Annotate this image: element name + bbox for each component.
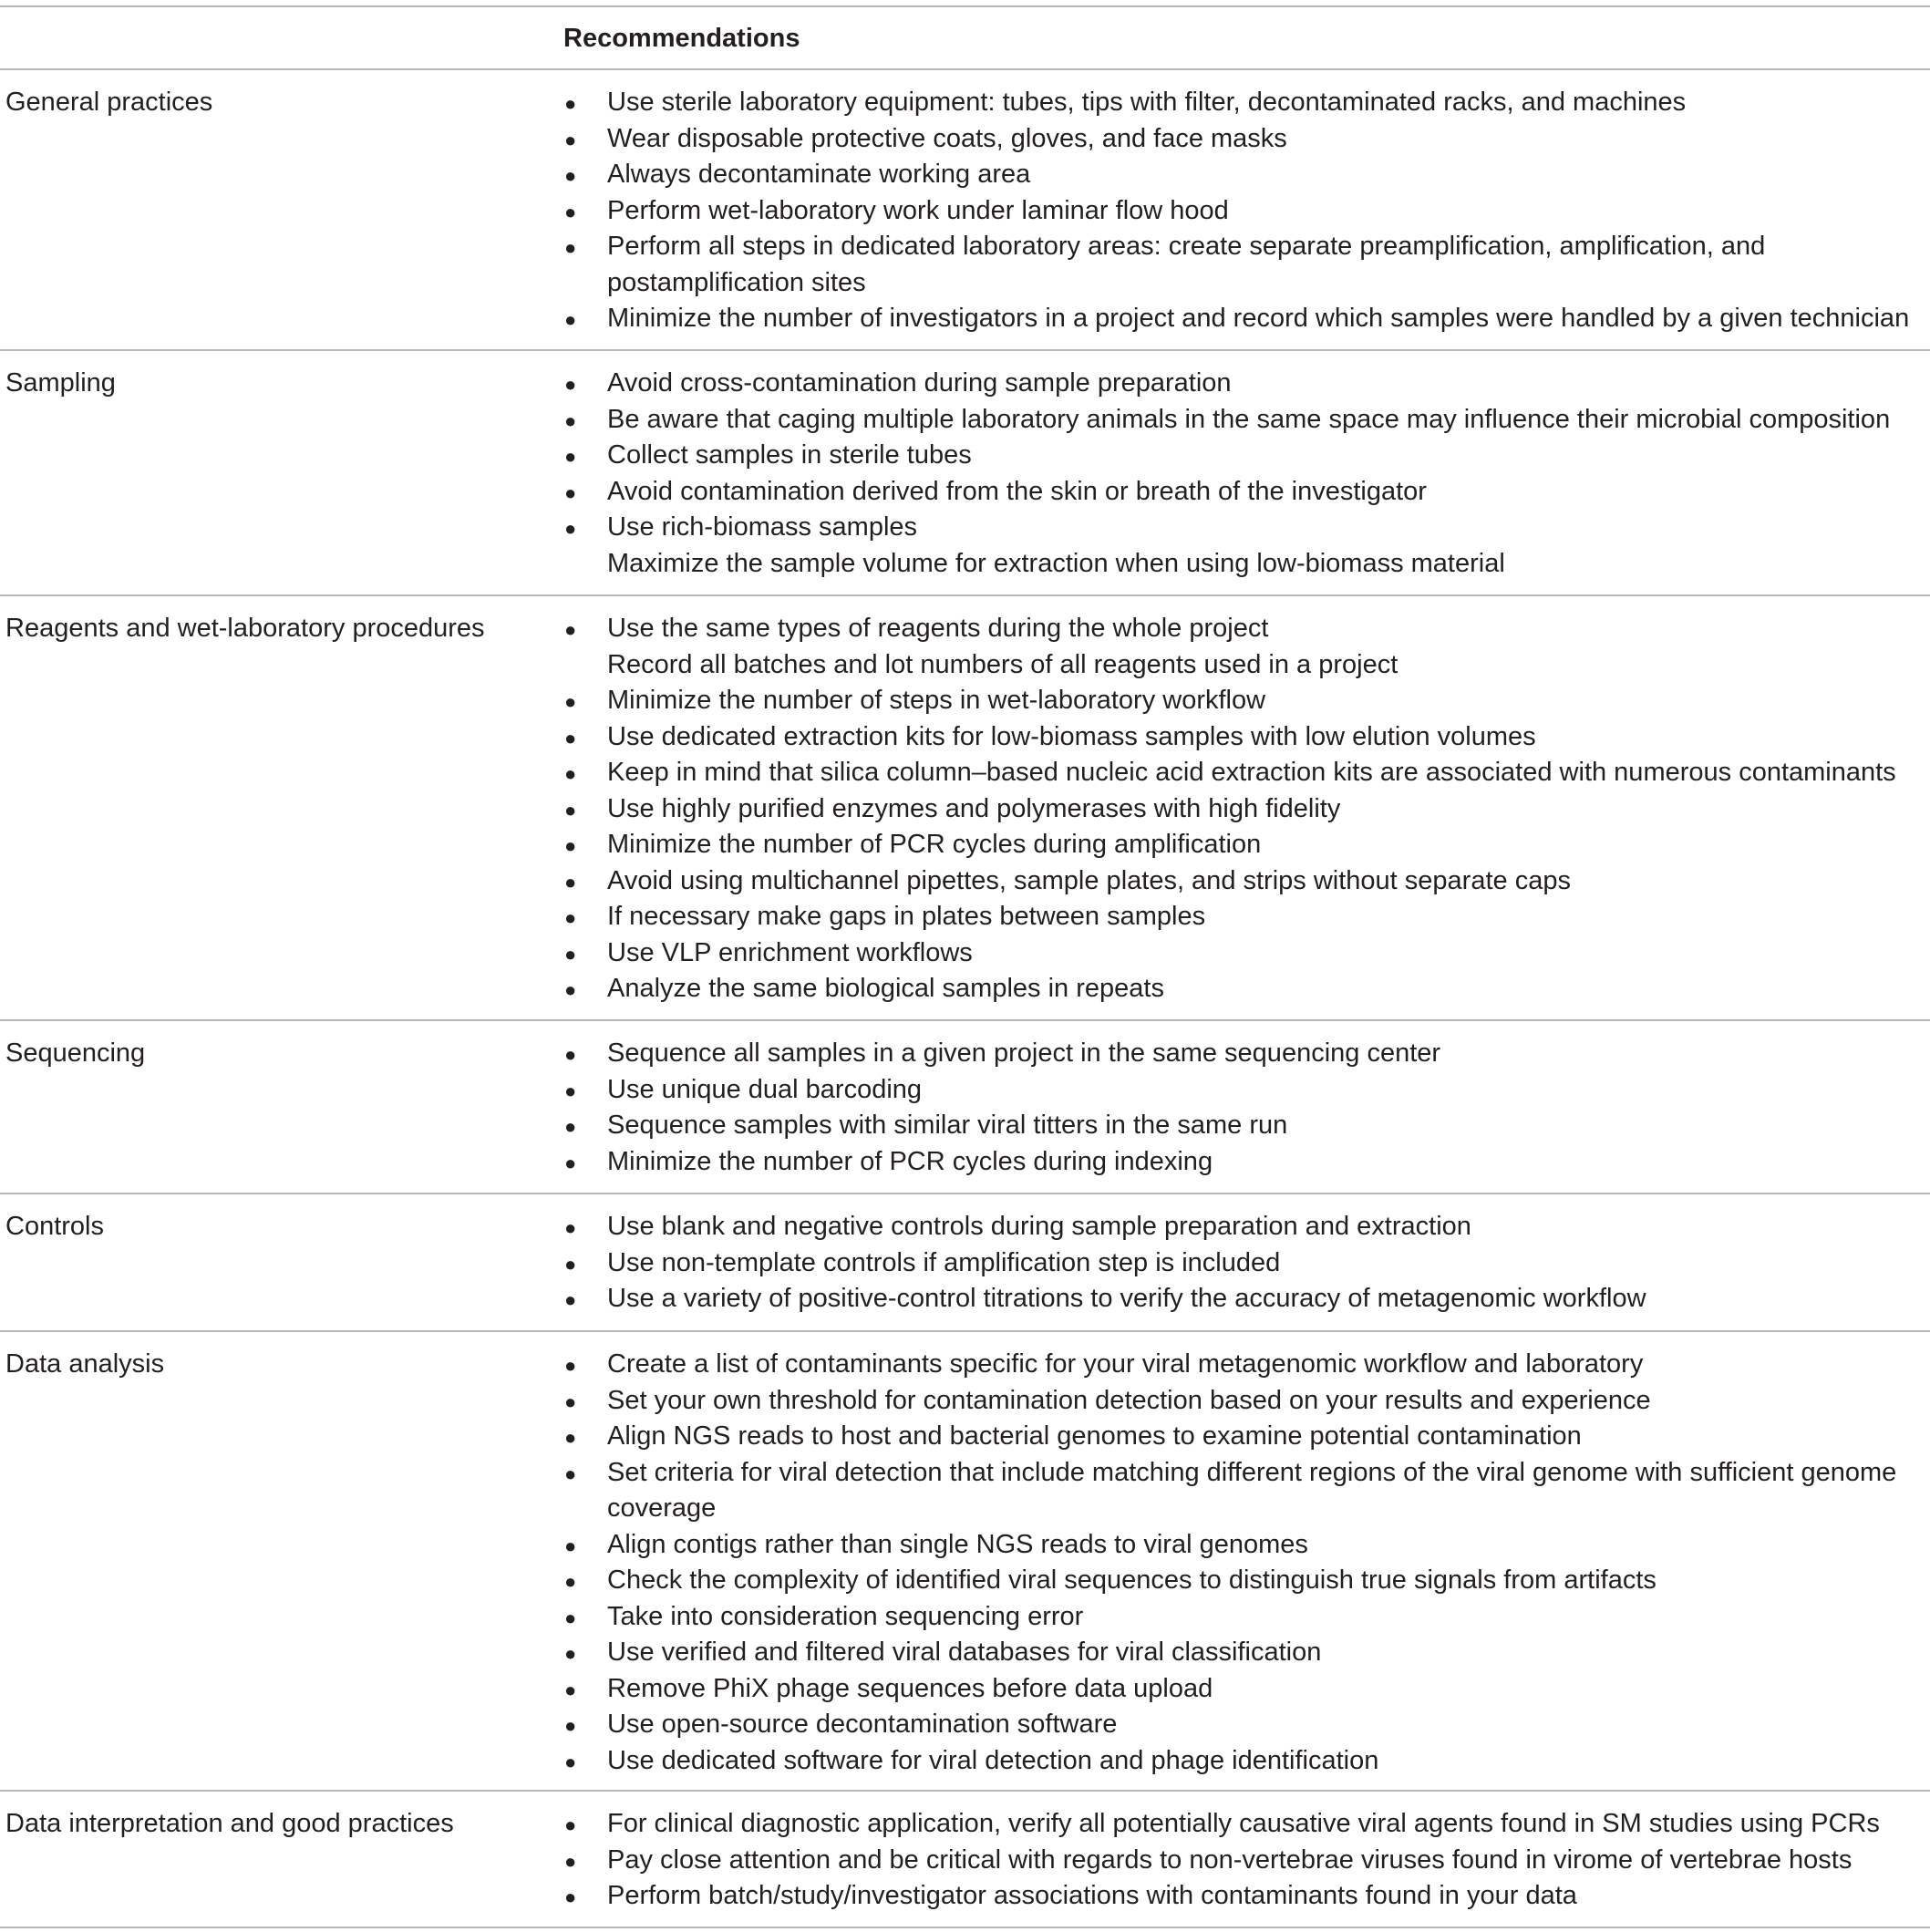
- recommendation-item: [563, 1455, 1926, 1527]
- recommendation-text: Perform all steps in dedicated laboratory areas: create separate preamplification, amplification, and postamplification sites: [607, 232, 1766, 297]
- recommendation-text: Perform wet-laboratory work under laminar flow hood: [607, 195, 1229, 225]
- bullet-icon: ●: [564, 1534, 577, 1557]
- recommendation-item: [563, 1671, 1926, 1708]
- bullet-icon: ●: [564, 1462, 577, 1485]
- bullet-icon: ●: [564, 1288, 577, 1311]
- recommendation-item: [563, 438, 1926, 474]
- header-rule: [0, 68, 1930, 70]
- bullet-icon: ●: [564, 618, 577, 641]
- table-top-rule: [0, 5, 1930, 7]
- recommendation-text: Sequence samples with similar viral titters in the same run: [607, 1111, 1288, 1140]
- recommendation-item: [563, 157, 1926, 193]
- recommendation-item: [563, 1036, 1926, 1072]
- recommendation-list: [563, 611, 1926, 1007]
- category-label: Reagents and wet-laboratory procedures: [5, 614, 485, 643]
- section-rule: [0, 594, 1930, 596]
- section-rule: [0, 1330, 1930, 1332]
- recommendation-item: [563, 402, 1926, 439]
- category-label: Sampling: [5, 368, 116, 398]
- recommendation-text: Use sterile laboratory equipment: tubes, tips with filter, decontaminated racks, and machines: [607, 88, 1687, 117]
- bullet-icon: ●: [564, 834, 577, 857]
- recommendation-text: If necessary make gaps in plates between samples: [607, 902, 1206, 931]
- bullet-icon: ●: [564, 726, 577, 749]
- recommendation-list: [563, 366, 1926, 582]
- recommendation-item: [563, 647, 1926, 684]
- recommendation-text: Maximize the sample volume for extraction when using low-biomass material: [607, 548, 1505, 578]
- recommendation-text: Avoid contamination derived from the skin or breath of the investigator: [607, 476, 1427, 506]
- recommendation-list: [563, 85, 1926, 337]
- recommendation-text: Use highly purified enzymes and polymerases with high fidelity: [607, 793, 1341, 823]
- bullet-icon: ●: [564, 1813, 577, 1836]
- recommendation-item: [563, 510, 1926, 546]
- recommendation-text: Use rich-biomass samples: [607, 512, 918, 542]
- recommendation-item: [563, 1383, 1926, 1420]
- recommendation-text: Use a variety of positive-control titrations to verify the accuracy of metagenomic workflow: [607, 1284, 1646, 1313]
- bullet-icon: ●: [564, 1115, 577, 1138]
- recommendation-text: Pay close attention and be critical with regards to non-vertebrae viruses found in virome of vertebrae hosts: [607, 1844, 1853, 1875]
- bullet-icon: ●: [564, 1714, 577, 1737]
- recommendation-item: [563, 1072, 1926, 1109]
- recommendation-item: [563, 827, 1926, 863]
- recommendation-text: Set criteria for viral detection that include matching different regions of the viral genome with sufficient genome coverage: [607, 1457, 1897, 1523]
- recommendation-item: [563, 1527, 1926, 1564]
- recommendation-text: Check the complexity of identified viral sequences to distinguish true signals from artifacts: [607, 1565, 1656, 1595]
- recommendation-item: [563, 121, 1926, 158]
- recommendation-item: [563, 683, 1926, 719]
- recommendation-list: [563, 1036, 1926, 1180]
- recommendation-text: Be aware that caging multiple laboratory animals in the same space may influence their microbial composition: [607, 404, 1891, 434]
- recommendation-item: [563, 863, 1926, 900]
- recommendation-item: [563, 1635, 1926, 1671]
- bullet-icon: ●: [564, 762, 577, 785]
- bullet-icon: ●: [564, 236, 577, 259]
- recommendation-text: Minimize the number of PCR cycles during amplification: [607, 830, 1262, 859]
- recommendation-item: [563, 755, 1926, 791]
- recommendation-text: Wear disposable protective coats, gloves, and face masks: [607, 123, 1287, 153]
- bullet-icon: ●: [564, 1606, 577, 1629]
- recommendation-text: Use the same types of reagents during the whole project: [607, 614, 1269, 643]
- recommendation-text: For clinical diagnostic application, verify all potentially causative viral agents found in SM studies using PCRs: [607, 1809, 1880, 1838]
- bullet-icon: ●: [564, 480, 577, 504]
- recommendation-item: [563, 1599, 1926, 1636]
- bullet-icon: ●: [564, 1216, 577, 1239]
- bullet-icon: ●: [564, 1252, 577, 1276]
- bullet-icon: ●: [564, 690, 577, 713]
- recommendation-text: Use blank and negative controls during sample preparation and extraction: [607, 1212, 1471, 1241]
- bullet-icon: ●: [564, 164, 577, 187]
- recommendation-text: Use dedicated extraction kits for low-biomass samples with low elution volumes: [607, 721, 1536, 751]
- recommendation-item: [563, 719, 1926, 756]
- recommendation-item: [563, 229, 1926, 301]
- bullet-icon: ●: [564, 445, 577, 468]
- recommendation-item: [563, 899, 1926, 935]
- recommendation-text: Minimize the number of investigators in a project and record which samples were handled by a given technician: [607, 304, 1910, 333]
- table-bottom-rule: [0, 1927, 1930, 1928]
- recommendation-item: [563, 1419, 1926, 1455]
- recommendation-text: Use open-source decontamination software: [607, 1710, 1118, 1739]
- recommendation-text: Sequence all samples in a given project in the same sequencing center: [607, 1038, 1441, 1068]
- recommendation-item: [563, 611, 1926, 647]
- bullet-icon: ●: [564, 1079, 577, 1102]
- column-header-recommendations: Recommendations: [563, 24, 800, 53]
- section-rule: [0, 1790, 1930, 1792]
- bullet-icon: ●: [564, 1750, 577, 1773]
- recommendation-item: [563, 971, 1926, 1007]
- recommendation-text: Minimize the number of steps in wet-laboratory workflow: [607, 686, 1266, 715]
- bullet-icon: ●: [564, 408, 577, 432]
- recommendation-item: [563, 193, 1926, 230]
- recommendation-text: Avoid cross-contamination during sample preparation: [607, 368, 1232, 398]
- recommendation-text: Analyze the same biological samples in repeats: [607, 974, 1164, 1003]
- recommendation-list: [563, 1347, 1926, 1779]
- category-label: General practices: [5, 88, 213, 117]
- section-rule: [0, 1019, 1930, 1021]
- bullet-icon: ●: [564, 1043, 577, 1066]
- recommendation-list: [563, 1806, 1926, 1915]
- bullet-icon: ●: [564, 1886, 577, 1908]
- bullet-icon: ●: [564, 1642, 577, 1665]
- recommendation-item: [563, 1245, 1926, 1282]
- recommendation-text: Use VLP enrichment workflows: [607, 937, 973, 967]
- bullet-icon: ●: [564, 200, 577, 223]
- bullet-icon: ●: [564, 1678, 577, 1701]
- bullet-icon: ●: [564, 1570, 577, 1593]
- recommendation-text: Use dedicated software for viral detection and phage identification: [607, 1745, 1379, 1775]
- bullet-icon: ●: [564, 373, 577, 396]
- recommendation-text: Align contigs rather than single NGS reads to viral genomes: [607, 1529, 1308, 1559]
- recommendation-item: [563, 1806, 1926, 1843]
- recommendation-item: [563, 1281, 1926, 1317]
- recommendation-item: [563, 474, 1926, 511]
- recommendation-item: [563, 85, 1926, 121]
- recommendation-text: Keep in mind that silica column–based nucleic acid extraction kits are associated with numerous contaminants: [607, 758, 1896, 787]
- recommendation-text: Remove PhiX phage sequences before data upload: [607, 1673, 1213, 1703]
- recommendation-text: Set your own threshold for contamination detection based on your results and experience: [607, 1385, 1651, 1415]
- bullet-icon: ●: [564, 1151, 577, 1174]
- recommendation-item: [563, 1108, 1926, 1144]
- bullet-icon: ●: [564, 92, 577, 115]
- recommendation-text: Use non-template controls if amplification step is included: [607, 1247, 1281, 1277]
- recommendation-text: Minimize the number of PCR cycles during indexing: [607, 1146, 1213, 1176]
- recommendation-item: [563, 301, 1926, 337]
- category-label: Data interpretation and good practices: [5, 1809, 454, 1838]
- bullet-icon: ●: [564, 870, 577, 894]
- recommendation-item: [563, 791, 1926, 828]
- category-label: Controls: [5, 1212, 104, 1241]
- bullet-icon: ●: [564, 1390, 577, 1413]
- recommendation-text: Create a list of contaminants specific for your viral metagenomic workflow and laboratory: [607, 1349, 1644, 1379]
- bullet-icon: ●: [564, 128, 577, 151]
- recommendation-text: Use verified and filtered viral databases for viral classification: [607, 1638, 1322, 1667]
- recommendation-item: [563, 1347, 1926, 1383]
- bullet-icon: ●: [564, 1354, 577, 1377]
- recommendation-item: [563, 546, 1926, 583]
- bullet-icon: ●: [564, 942, 577, 966]
- section-rule: [0, 1193, 1930, 1194]
- recommendation-item: [563, 1878, 1926, 1915]
- bullet-icon: ●: [564, 798, 577, 821]
- recommendation-item: [563, 1563, 1926, 1599]
- category-label: Sequencing: [5, 1038, 146, 1068]
- recommendation-item: [563, 935, 1926, 972]
- category-label: Data analysis: [5, 1349, 165, 1379]
- bullet-icon: ●: [564, 1849, 577, 1873]
- section-rule: [0, 349, 1930, 351]
- recommendation-item: [563, 1843, 1926, 1879]
- recommendation-list: [563, 1209, 1926, 1317]
- recommendation-item: [563, 1209, 1926, 1245]
- recommendation-text: Use unique dual barcoding: [607, 1074, 923, 1104]
- bullet-icon: ●: [564, 906, 577, 929]
- recommendation-text: Always decontaminate working area: [607, 160, 1031, 189]
- recommendation-text: Take into consideration sequencing error: [607, 1601, 1084, 1631]
- bullet-icon: ●: [564, 308, 577, 331]
- recommendation-text: Align NGS reads to host and bacterial genomes to examine potential contamination: [607, 1421, 1582, 1451]
- recommendation-text: Record all batches and lot numbers of all reagents used in a project: [607, 649, 1398, 679]
- bullet-icon: ●: [564, 517, 577, 540]
- recommendation-text: Collect samples in sterile tubes: [607, 440, 972, 470]
- recommendation-item: [563, 1144, 1926, 1181]
- recommendation-text: Perform batch/study/investigator associations with contaminants found in your data: [607, 1881, 1577, 1910]
- recommendation-item: [563, 366, 1926, 402]
- recommendation-text: Avoid using multichannel pipettes, sample plates, and strips without separate caps: [607, 865, 1571, 895]
- bullet-icon: ●: [564, 1426, 577, 1449]
- recommendation-item: [563, 1707, 1926, 1743]
- bullet-icon: ●: [564, 978, 577, 1001]
- recommendation-item: [563, 1743, 1926, 1780]
